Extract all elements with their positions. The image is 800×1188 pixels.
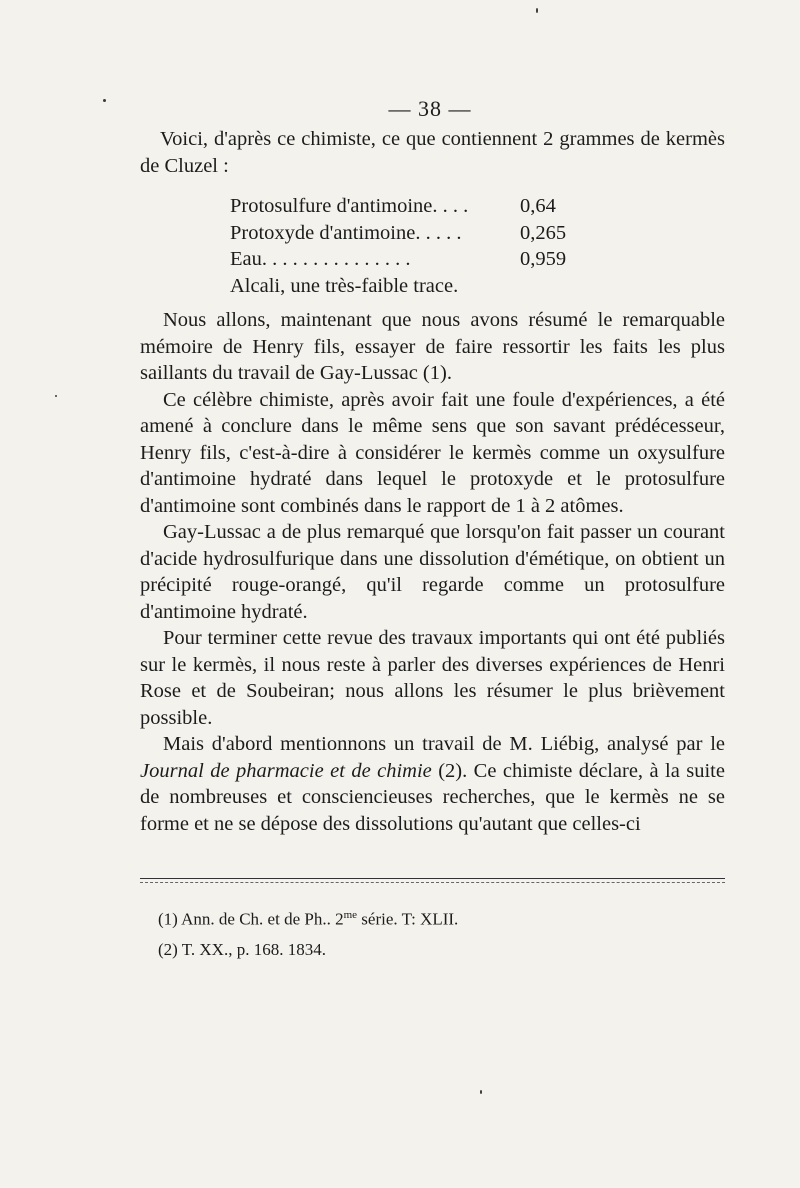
composition-row	[230, 220, 725, 247]
footnote-1	[158, 900, 718, 935]
footnote-text: (1) Ann. de Ch. et de Ph.. 2	[158, 909, 344, 929]
footnote-superscript: me	[343, 909, 358, 921]
page-number: — 38 —	[388, 96, 472, 121]
paragraph: Gay-Lussac a de plus remarqué que lorsqu'on fait passer un courant d'acide hydrosulfurique dans une dissolution d'émétique, on obtient un précipité rouge-orangé, qu'il regarde comme un protosulfure d'antimoine hydraté.	[140, 521, 725, 623]
component-value: 0,265	[520, 221, 567, 244]
paper-speck	[103, 99, 106, 102]
intro-paragraph: Voici, d'après ce chimiste, ce que contiennent 2 grammes de kermès de Cluzel :	[140, 128, 725, 177]
paper-speck	[480, 1090, 482, 1094]
component-value: 0,64	[520, 195, 556, 217]
journal-title: Journal de pharmacie et de chimie	[140, 759, 432, 782]
paper-speck	[536, 8, 538, 13]
footnote-text: série. T: XLII.	[357, 909, 459, 929]
composition-row	[230, 246, 725, 273]
composition-row	[230, 273, 725, 300]
paragraph: Nous allons, maintenant que nous avons résumé le remarquable mémoire de Henry fils, essayer de faire ressortir les faits les plus saillants du travail de Gay-Lussac (1).	[140, 309, 725, 384]
body-text	[140, 126, 725, 837]
paragraph: Ce célèbre chimiste, après avoir fait une foule d'expériences, a été amené à conclure dans le même sens que son savant prédécesseur, Henry fils, c'est-à-dire à considérer le kermès comme un oxysulfure d'antimoine hydraté dans lequel le protoxyde et le protosulfure d'antimoine sont combinés dans le rapport de 1 à 2 atômes.	[140, 388, 725, 517]
component-name: Protosulfure d'antimoine. . . .	[230, 195, 469, 217]
composition-note: Alcali, une très-faible trace.	[230, 274, 459, 297]
composition-row	[230, 193, 725, 220]
footnote-divider	[140, 882, 725, 883]
paragraph: Pour terminer cette revue des travaux importants qui ont été publiés sur le kermès, il nous reste à parler des diverses expériences de Henri Rose et de Soubeiran; nous allons les résumer le plus brièvement possible.	[140, 627, 725, 729]
footnote-2: (2) T. XX., p. 168. 1834.	[158, 939, 326, 959]
component-name: Eau. . . . . . . . . . . . . . .	[230, 248, 411, 270]
paragraph	[140, 731, 725, 837]
footnote-divider	[140, 878, 725, 879]
paragraph-text: Mais d'abord mentionnons un travail de M. Liébig, analysé par le	[163, 733, 725, 755]
composition-table	[230, 193, 725, 299]
component-value: 0,959	[520, 248, 567, 270]
footnotes	[158, 900, 718, 965]
component-name: Protoxyde d'antimoine. . . . .	[230, 221, 462, 244]
paper-speck	[55, 395, 57, 397]
paragraph-text: (2). Ce chimiste déclare, à la suite de nombreuses et consciencieuses recherches, que le kermès ne se forme et ne se dépose des dissolutions qu'autant que celles-ci	[140, 759, 725, 835]
